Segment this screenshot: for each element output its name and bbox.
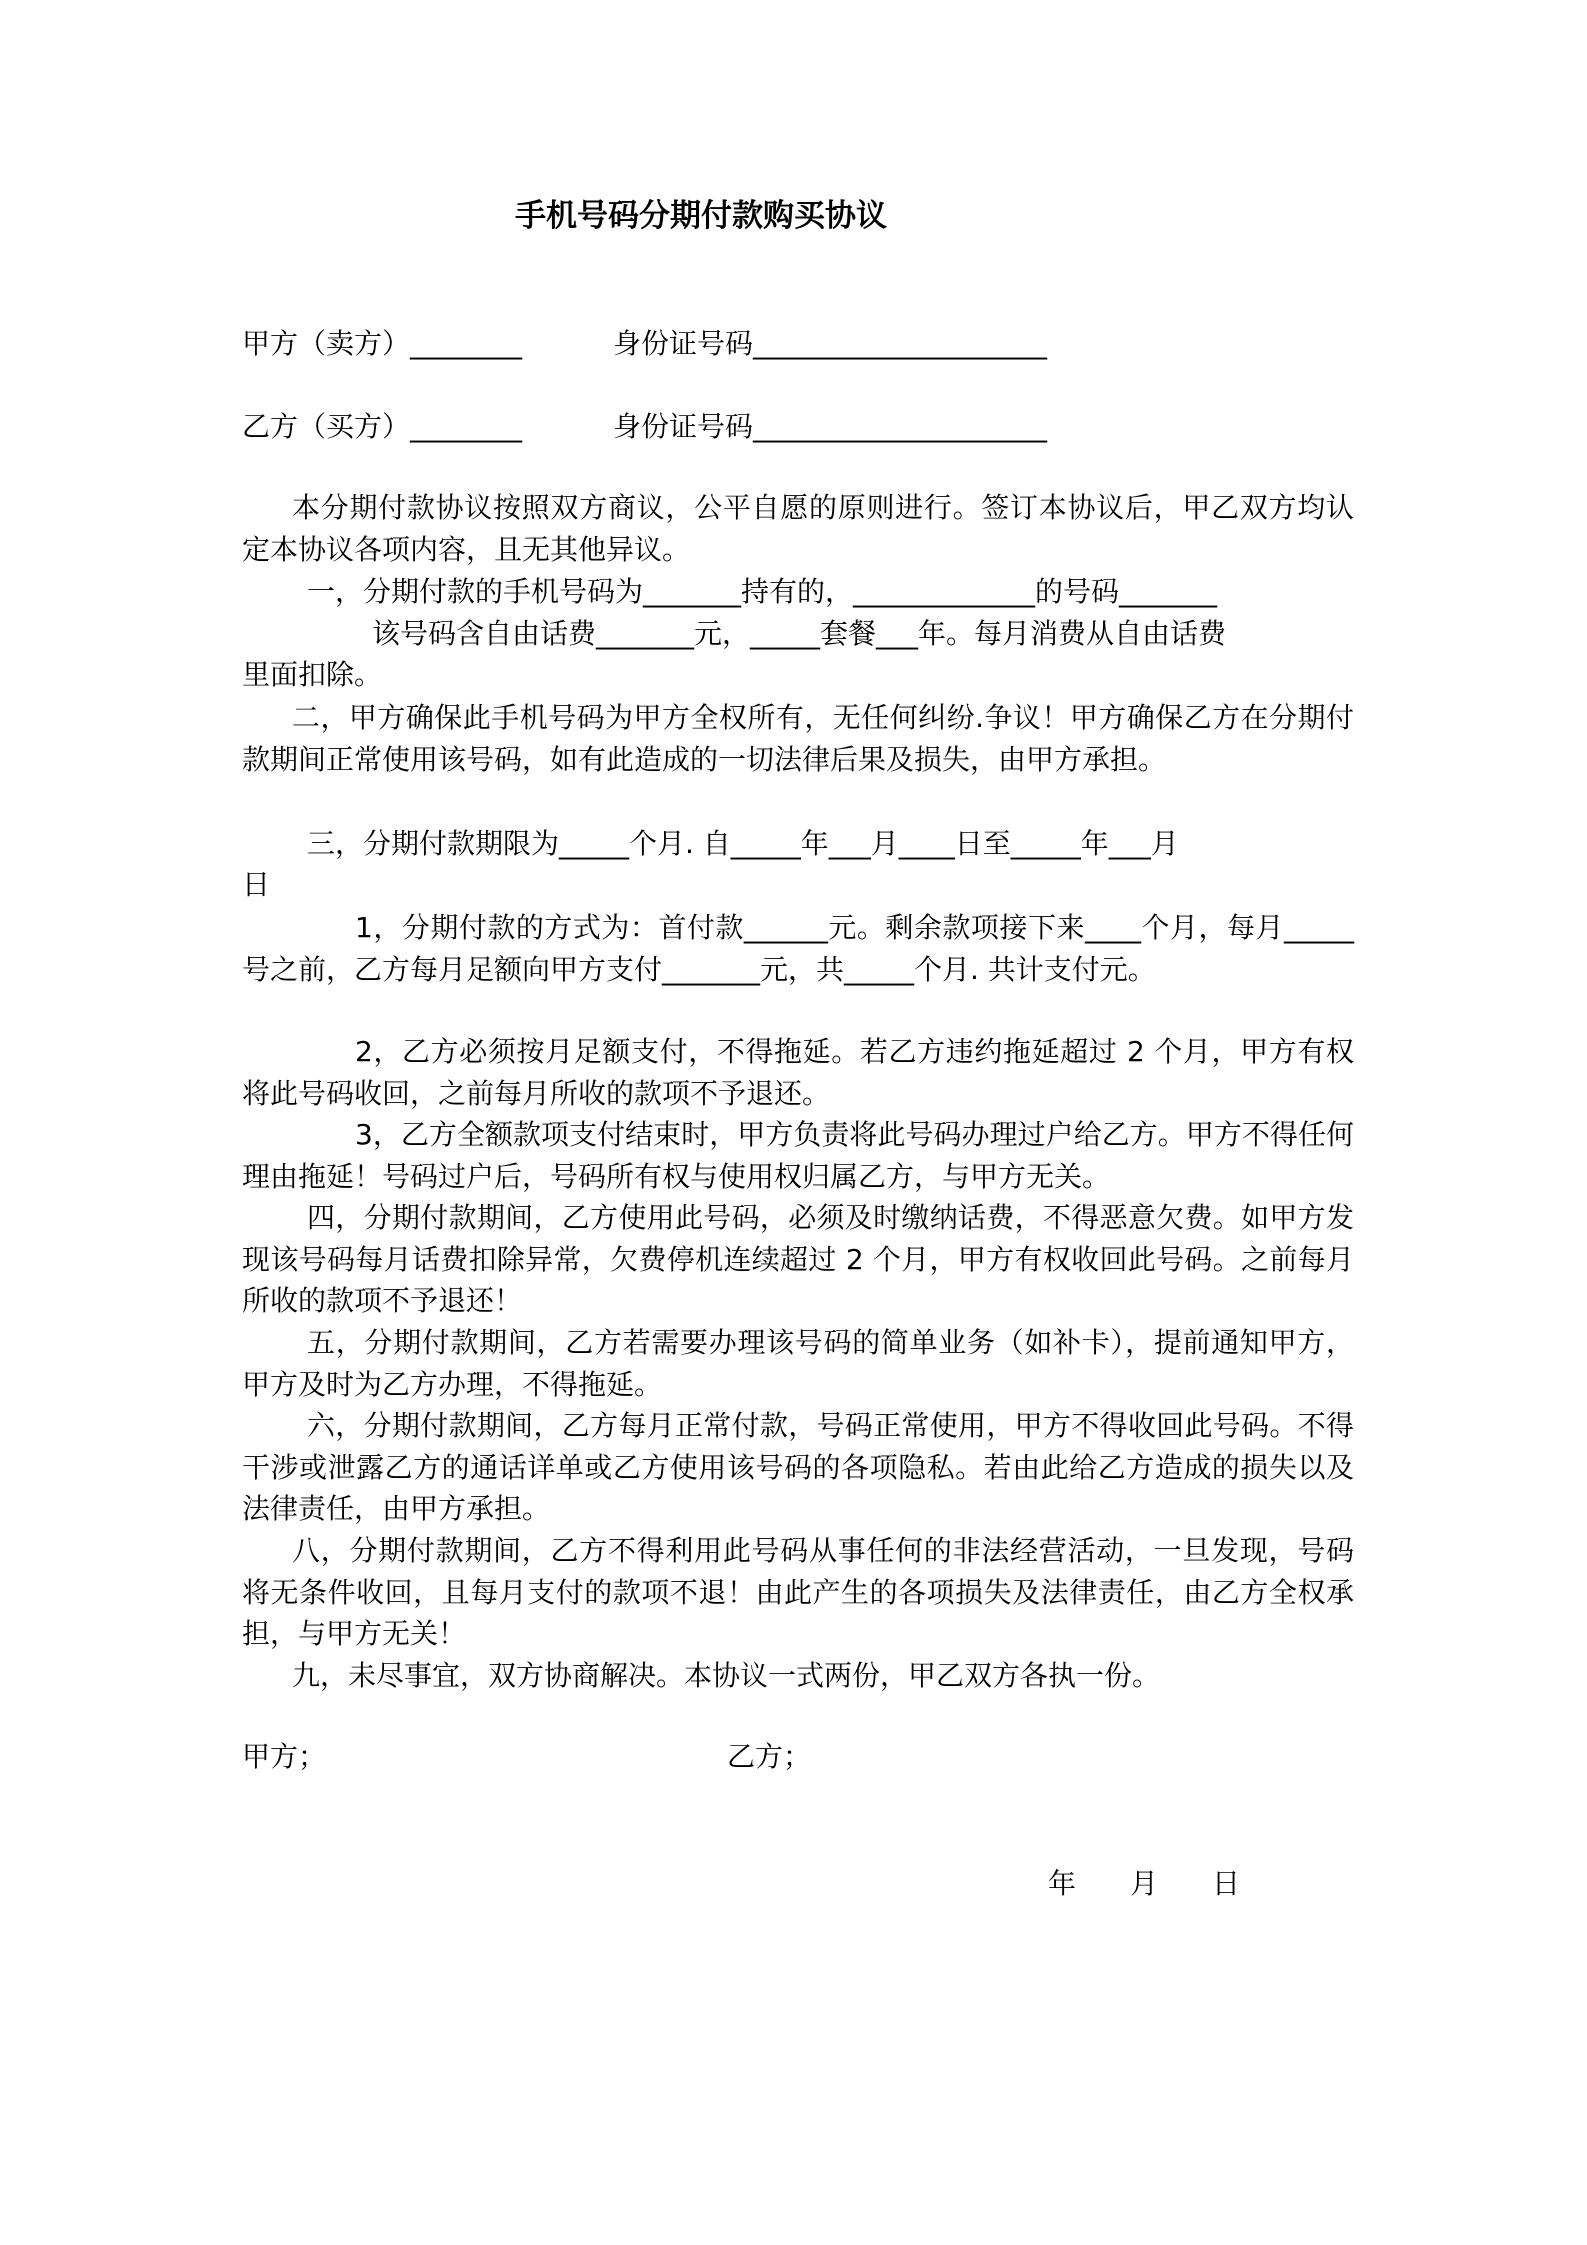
party-b-row xyxy=(242,405,1048,445)
clause-5-paragraph: 五，分期付款期间，乙方若需要办理该号码的简单业务（如补卡），提前通知甲方，甲方及时为乙方办理，不得拖延。 xyxy=(242,1326,1354,1401)
signature-party-a: 甲方； xyxy=(242,1740,327,1773)
party-a-row xyxy=(242,322,1048,362)
clause-4-paragraph: 四，分期付款期间，乙方使用此号码，必须及时缴纳话费，不得恶意欠费。如甲方发现该号码每月话费扣除异常，欠费停机连续超过 2 个月，甲方有权收回此号码。之前每月所收的款项不予退还！ xyxy=(242,1201,1354,1317)
date-year-label: 年 xyxy=(1048,1867,1077,1900)
clause-3-line-1: 三，分期付款期限为_____个月. 自_____年___月____日至_____年___月 xyxy=(307,827,1179,860)
signature-party-b: 乙方； xyxy=(727,1740,812,1773)
clause-1-line-1: 一，分期付款的手机号码为_______持有的，_____________的号码_______ xyxy=(307,575,1218,608)
date-day-label: 日 xyxy=(1212,1867,1241,1900)
party-a-id-field: 身份证号码_____________________ xyxy=(613,327,1048,360)
date-month-label: 月 xyxy=(1130,1867,1159,1900)
intro-paragraph: 本分期付款协议按照双方商议，公平自愿的原则进行。签订本协议后，甲乙双方均认定本协议各项内容，且无其他异议。 xyxy=(242,491,1354,566)
clause-8-paragraph: 八，分期付款期间，乙方不得利用此号码从事任何的非法经营活动，一旦发现，号码将无条件收回，且每月支付的款项不退！由此产生的各项损失及法律责任，由乙方全权承担，与甲方无关！ xyxy=(242,1534,1354,1650)
party-b-id-field: 身份证号码_____________________ xyxy=(613,410,1048,443)
clause-3-sub-3: 3，乙方全额款项支付结束时，甲方负责将此号码办理过户给乙方。甲方不得任何理由拖延！号码过户后，号码所有权与使用权归属乙方，与甲方无关。 xyxy=(242,1118,1354,1193)
clause-1-line-3: 里面扣除。 xyxy=(242,658,383,691)
party-a-label: 甲方（卖方）________ xyxy=(242,327,523,360)
clause-6-paragraph: 六，分期付款期间，乙方每月正常付款，号码正常使用，甲方不得收回此号码。不得干涉或泄露乙方的通话详单或乙方使用该号码的各项隐私。若由此给乙方造成的损失以及法律责任，由甲方承担。 xyxy=(242,1409,1354,1525)
clause-3-sub-2: 2，乙方必须按月足额支付，不得拖延。若乙方违约拖延超过 2 个月，甲方有权将此号码收回，之前每月所收的款项不予退还。 xyxy=(242,1035,1354,1110)
clause-3-line-2: 日 xyxy=(242,868,271,901)
clause-1-line-2: 该号码含自由话费_______元，_____套餐___年。每月消费从自由话费 xyxy=(372,617,1227,650)
party-b-label: 乙方（买方）________ xyxy=(242,410,523,443)
document-title: 手机号码分期付款购买协议 xyxy=(515,198,887,234)
clause-9-line: 九，未尽事宜，双方协商解决。本协议一式两份，甲乙双方各执一份。 xyxy=(292,1659,1161,1692)
clause-2-paragraph: 二，甲方确保此手机号码为甲方全权所有，无任何纠纷.争议！甲方确保乙方在分期付款期间正常使用该号码，如有此造成的一切法律后果及损失，由甲方承担。 xyxy=(242,701,1354,776)
clause-3-sub-1: 1，分期付款的方式为：首付款______元。剩余款项接下来____个月，每月_____号之前，乙方每月足额向甲方支付_______元，共_____个月. 共计支付元。 xyxy=(242,911,1354,986)
